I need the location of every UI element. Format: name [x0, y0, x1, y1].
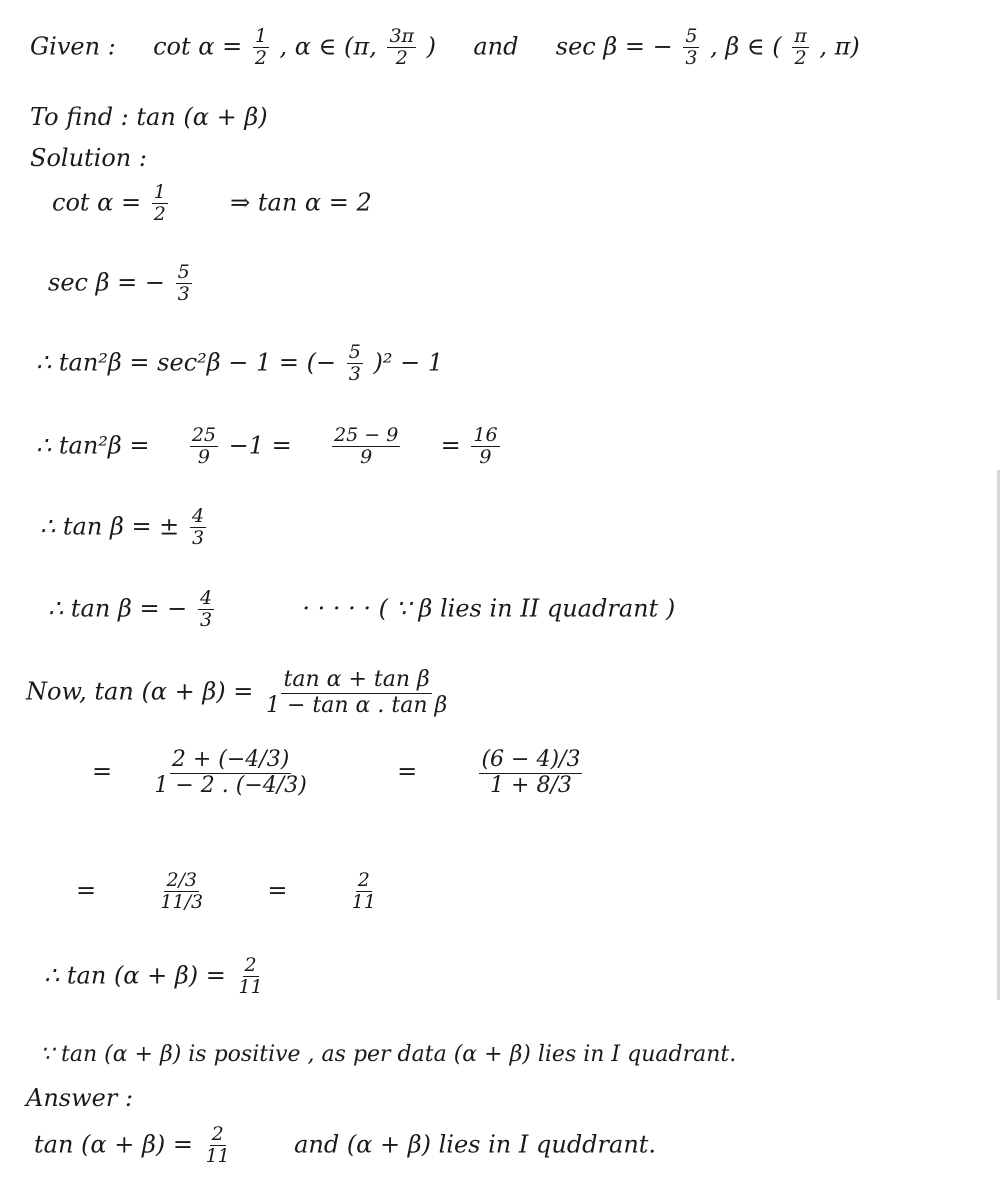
step-10-line — [44, 955, 268, 999]
given-sec-num: 5 — [685, 25, 698, 47]
step-4-fraction-1 — [190, 425, 218, 469]
step-1-line — [52, 182, 372, 226]
step-9-fraction-2 — [350, 870, 378, 914]
step-3-b: )² − 1 — [373, 348, 444, 377]
step-4-f3-num: 16 — [473, 424, 498, 446]
given-sec-lhs: sec β = − — [555, 32, 673, 61]
given-alpha-domain-b: ) — [426, 32, 437, 61]
step-8-b: = — [397, 757, 418, 786]
step-8-line — [92, 748, 585, 798]
step-4-f3-den: 9 — [479, 446, 492, 469]
step-8-fraction-1 — [152, 748, 308, 798]
step-5-line — [40, 506, 209, 550]
given-alpha-domain-fraction — [387, 26, 416, 70]
answer-b: and (α + β) lies in I quddrant. — [294, 1130, 657, 1159]
solution-label: Solution : — [30, 144, 147, 172]
step-1-fraction — [152, 182, 168, 226]
given-cot-num: 1 — [254, 25, 267, 47]
given-cot-lhs: cot α = — [153, 32, 243, 61]
step-8-f1-den: 1 − 2 . (−4/3) — [154, 772, 307, 798]
step-5-den: 3 — [191, 527, 205, 550]
step-5-fraction — [190, 506, 206, 550]
given-beta-domain-fraction — [792, 26, 809, 70]
step-11-line: ∵ tan (α + β) is positive , as per data (α + β) lies in I quadrant. — [40, 1042, 737, 1067]
given-beta-domain-den: 2 — [794, 47, 807, 70]
step-5-num: 4 — [191, 505, 205, 527]
given-alpha-domain-den: 2 — [395, 47, 408, 70]
step-4-line — [36, 425, 503, 469]
step-4-fraction-3 — [471, 425, 499, 469]
step-6-den: 3 — [199, 609, 213, 632]
step-7-line — [26, 668, 452, 718]
step-3-line — [36, 342, 443, 386]
given-alpha-domain-num: 3π — [389, 25, 415, 47]
step-7-num: tan α + tan β — [283, 667, 430, 692]
given-sec-den: 3 — [685, 47, 698, 70]
answer-a: tan (α + β) = — [34, 1130, 193, 1159]
step-8-f2-den: 1 + 8/3 — [490, 772, 572, 798]
step-9-line — [76, 870, 381, 914]
step-8-f2-num: (6 − 4)/3 — [481, 747, 581, 772]
step-8-fraction-2 — [479, 748, 582, 798]
step-7-a: Now, tan (α + β) = — [26, 677, 254, 706]
given-line — [30, 26, 860, 70]
step-9-f1-num: 2/3 — [166, 869, 198, 891]
step-10-den: 11 — [238, 976, 263, 999]
step-6-fraction — [198, 588, 214, 632]
step-1-den: 2 — [153, 203, 166, 226]
step-10-num: 2 — [244, 954, 257, 976]
step-4-a: ∴ tan²β = — [36, 431, 150, 460]
answer-label: Answer : — [26, 1084, 134, 1112]
step-2-lhs: sec β = − — [48, 268, 165, 297]
step-2-den: 3 — [177, 283, 190, 306]
step-8-f1-num: 2 + (−4/3) — [171, 747, 290, 772]
given-label: Given : — [30, 32, 116, 61]
given-beta-domain-num: π — [794, 25, 807, 47]
step-7-fraction — [264, 668, 449, 718]
step-1-rhs: ⇒ tan α = 2 — [230, 188, 372, 217]
step-6-line — [48, 588, 675, 632]
step-3-den: 3 — [348, 363, 361, 386]
step-3-fraction — [347, 342, 363, 386]
given-alpha-domain-a: , α ∈ (π, — [279, 32, 377, 61]
step-4-f2-den: 9 — [360, 446, 373, 469]
given-beta-domain-a: , β ∈ ( — [710, 32, 782, 61]
step-9-f2-num: 2 — [357, 869, 370, 891]
step-6-note: · · · · · ( ∵ β lies in II quadrant ) — [302, 594, 676, 623]
step-8-a: = — [92, 757, 113, 786]
answer-den: 11 — [205, 1145, 230, 1168]
step-1-num: 1 — [153, 181, 166, 203]
step-4-c: = — [440, 431, 461, 460]
step-6-a: ∴ tan β = − — [48, 594, 188, 623]
answer-fraction — [204, 1124, 232, 1168]
step-3-num: 5 — [348, 341, 361, 363]
step-9-f2-den: 11 — [351, 891, 376, 914]
step-6-num: 4 — [199, 587, 213, 609]
step-5-a: ∴ tan β = ± — [40, 512, 180, 541]
step-9-b: = — [267, 876, 288, 905]
step-9-a: = — [76, 876, 97, 905]
given-beta-domain-b: , π) — [819, 32, 860, 61]
step-4-f1-num: 25 — [191, 424, 217, 446]
step-7-den: 1 − tan α . tan β — [266, 692, 448, 718]
step-4-f1-den: 9 — [197, 446, 210, 469]
given-sec-fraction — [683, 26, 699, 70]
step-2-num: 5 — [177, 261, 190, 283]
step-4-b: −1 = — [228, 431, 292, 460]
step-10-fraction — [237, 955, 265, 999]
step-4-fraction-2 — [332, 425, 400, 469]
given-cot-den: 2 — [254, 47, 267, 70]
step-9-f1-den: 11/3 — [160, 891, 204, 914]
step-3-a: ∴ tan²β = sec²β − 1 = (− — [36, 348, 337, 377]
step-2-fraction — [176, 262, 192, 306]
given-cot-fraction — [253, 26, 269, 70]
answer-num: 2 — [211, 1123, 224, 1145]
step-10-a: ∴ tan (α + β) = — [44, 961, 226, 990]
to-find-line: To find : tan (α + β) — [30, 103, 268, 131]
step-4-f2-num: 25 − 9 — [334, 424, 399, 446]
answer-line — [34, 1124, 656, 1168]
step-2-line — [48, 262, 195, 306]
step-1-lhs: cot α = — [52, 188, 142, 217]
given-and: and — [473, 32, 519, 61]
step-9-fraction-1 — [158, 870, 205, 914]
